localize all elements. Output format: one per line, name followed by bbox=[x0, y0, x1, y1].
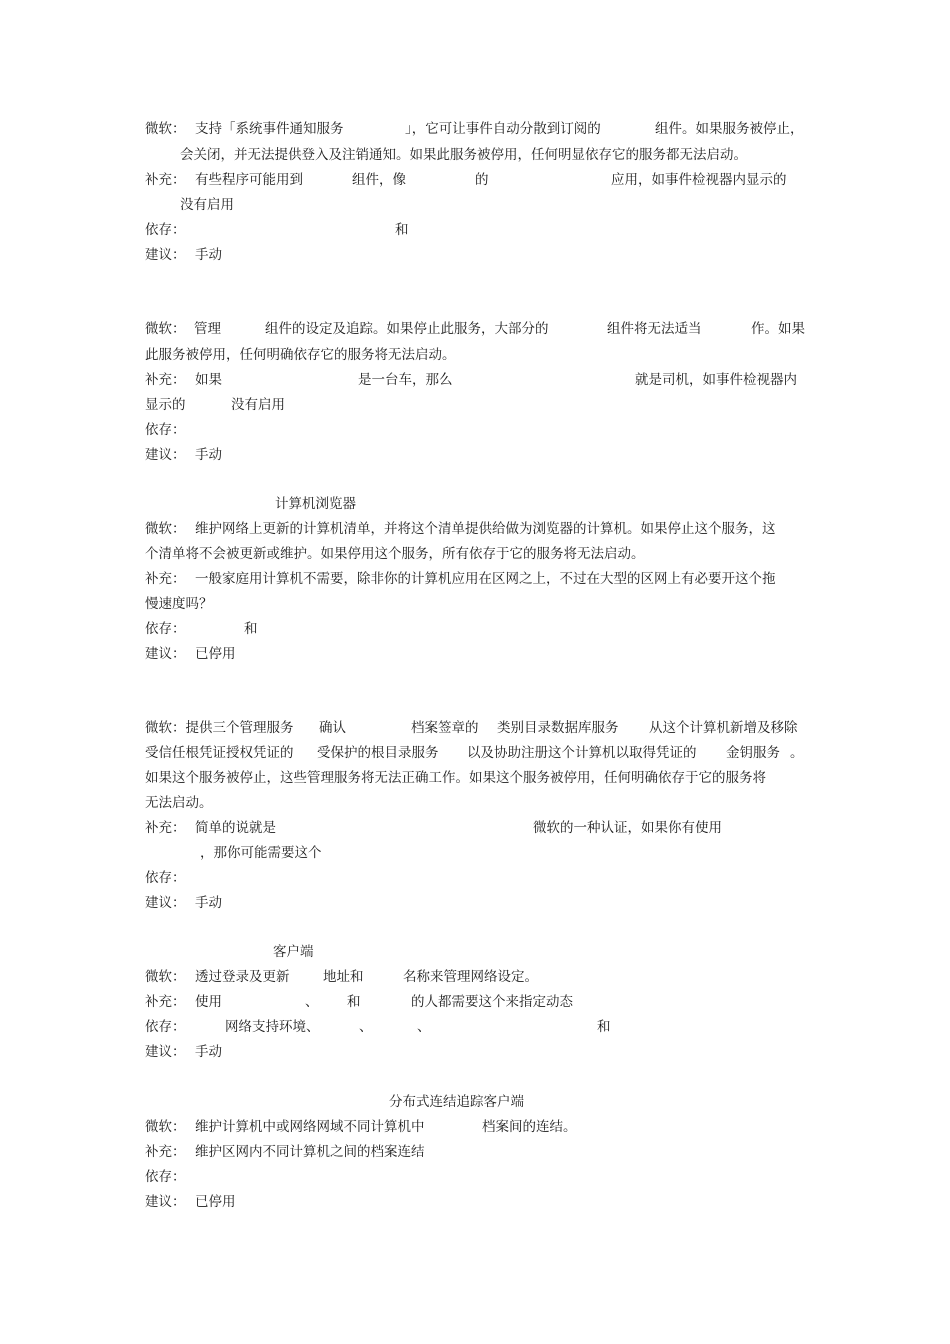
line: 如果这个服务被停止，这些管理服务将无法正确工作。如果这个服务被停用，任何明确依存于它的服务将 bbox=[145, 770, 766, 786]
line: 受信任根凭证授权凭证的 受保护的根目录服务 以及协助注册这个计算机以取得凭证的 金钥服务 。 bbox=[145, 745, 804, 761]
line: 微软：提供三个管理服务 确认 档案签章的 类别目录数据库服务 从这个计算机新增及移除 bbox=[145, 720, 798, 736]
line: 无法启动。 bbox=[145, 795, 213, 811]
line: 此服务被停用，任何明确依存它的服务将无法启动。 bbox=[145, 347, 456, 363]
line: 建议： 手动 bbox=[145, 447, 222, 463]
line: 建议： 手动 bbox=[145, 895, 222, 911]
line: 微软： 支持「系统事件通知服务 」，它可让事件自动分散到订阅的 组件。如果服务被停止， bbox=[145, 121, 804, 137]
line: 微软： 透过登录及更新 地址和 名称来管理网络设定。 bbox=[145, 969, 538, 985]
section-heading: 客户端 bbox=[273, 944, 314, 960]
section-heading: 分布式连结追踪客户端 bbox=[389, 1094, 524, 1110]
line: 建议： 手动 bbox=[145, 247, 222, 263]
line: 微软： 维护网络上更新的计算机清单，并将这个清单提供给做为浏览器的计算机。如果停止这个服务，这 bbox=[145, 521, 776, 537]
line: 补充： 简单的说就是 微软的一种认证，如果你有使用 bbox=[145, 820, 722, 836]
line: 依存： 和 bbox=[145, 621, 258, 637]
line: 建议： 已停用 bbox=[145, 1194, 236, 1210]
line: 依存： bbox=[145, 422, 186, 438]
line: 微软： 维护计算机中或网络网域不同计算机中 档案间的连结。 bbox=[145, 1119, 577, 1135]
line: 依存： 和 bbox=[145, 222, 409, 238]
line: 依存： bbox=[145, 870, 186, 886]
section-heading: 计算机浏览器 bbox=[275, 496, 356, 512]
line: 依存： bbox=[145, 1169, 186, 1185]
line: 没有启用 bbox=[180, 197, 234, 213]
line: 补充： 如果 是一台车，那么 就是司机，如事件检视器内 bbox=[145, 372, 797, 388]
line: 建议： 已停用 bbox=[145, 646, 236, 662]
line: 依存： 网络支持环境、 、 、 和 bbox=[145, 1019, 611, 1035]
line: 微软： 管理 组件的设定及追踪。如果停止此服务，大部分的 组件将无法适当 作。如果 bbox=[145, 321, 805, 337]
line: 补充： 维护区网内不同计算机之间的档案连结 bbox=[145, 1144, 425, 1160]
line: 个清单将不会被更新或维护。如果停用这个服务，所有依存于它的服务将无法启动。 bbox=[145, 546, 645, 562]
line: 会关闭，并无法提供登入及注销通知。如果此服务被停用，任何明显依存它的服务都无法启动。 bbox=[180, 147, 747, 163]
line: 补充： 一般家庭用计算机不需要，除非你的计算机应用在区网之上，不过在大型的区网上有必要开这个拖 bbox=[145, 571, 776, 587]
line: 补充： 使用 、 和 的人都需要这个来指定动态 bbox=[145, 994, 573, 1010]
line: 显示的 没有启用 bbox=[145, 397, 285, 413]
line: 慢速度吗？ bbox=[145, 596, 213, 612]
line: ，那你可能需要这个 bbox=[200, 845, 322, 861]
line: 建议： 手动 bbox=[145, 1044, 222, 1060]
line: 补充： 有些程序可能用到 组件，像 的 应用，如事件检视器内显示的 bbox=[145, 172, 787, 188]
